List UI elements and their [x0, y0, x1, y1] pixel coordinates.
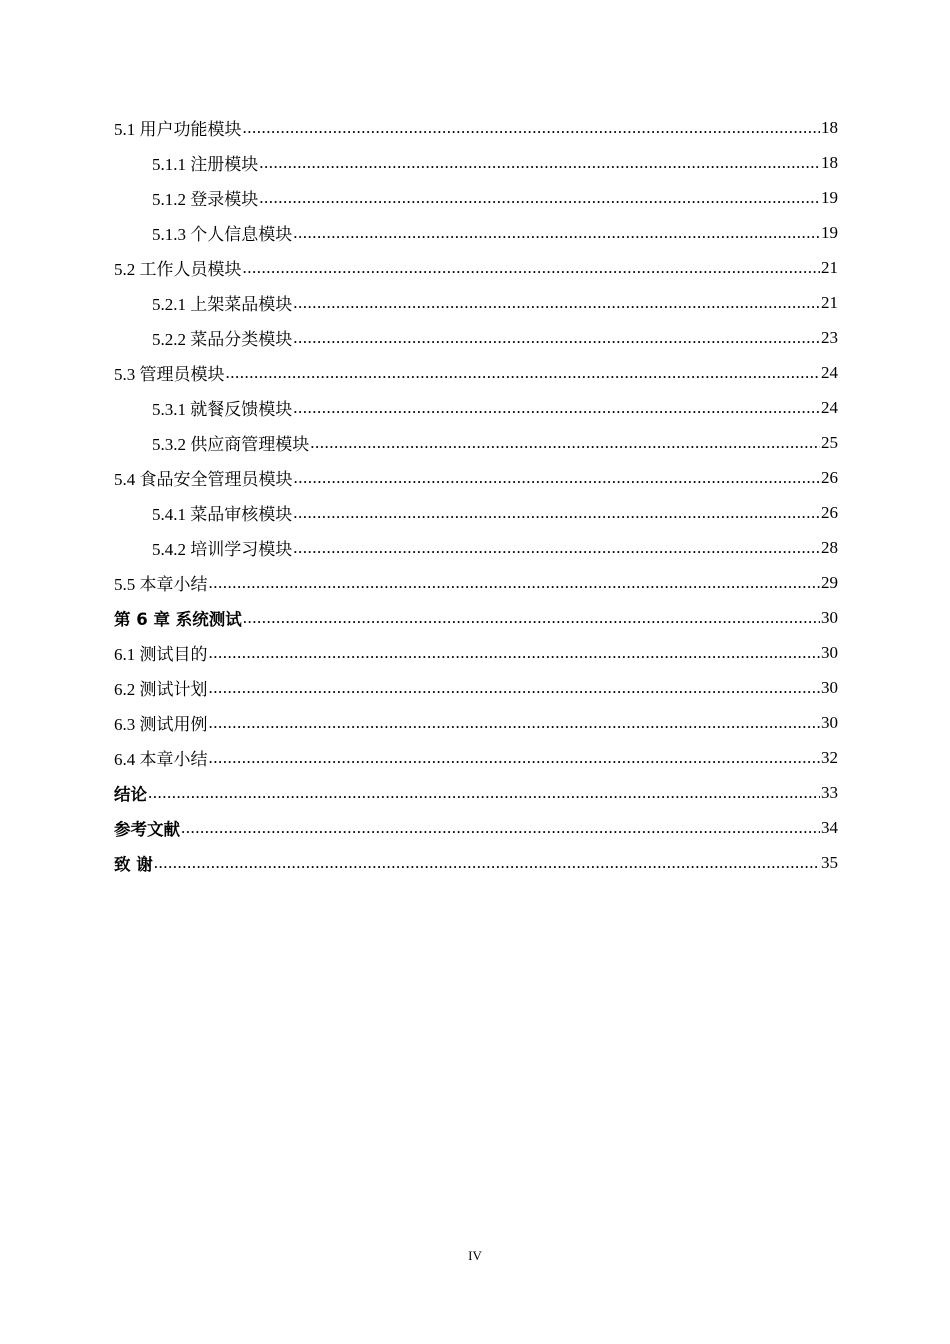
toc-entry[interactable] — [114, 460, 838, 495]
toc-dot-leader — [209, 714, 821, 740]
toc-dot-leader — [310, 434, 820, 460]
toc-dot-leader — [209, 749, 821, 775]
toc-entry-page: 25 — [821, 432, 838, 452]
toc-dot-leader — [209, 679, 821, 705]
toc-entry[interactable] — [114, 215, 838, 250]
toc-entry-title: 5.1.3 个人信息模块 — [152, 225, 293, 244]
toc-entry[interactable] — [114, 845, 838, 880]
toc-dot-leader — [209, 574, 821, 600]
toc-entry-title: 6.4 本章小结 — [114, 750, 208, 769]
toc-entry[interactable] — [114, 355, 838, 390]
toc-dot-leader — [243, 259, 821, 285]
toc-entry[interactable] — [114, 495, 838, 530]
toc-entry-page: 34 — [821, 817, 838, 837]
toc-entry[interactable] — [114, 810, 838, 845]
toc-dot-leader — [243, 119, 821, 145]
page-number: IV — [468, 1248, 482, 1263]
toc-entry-page: 35 — [821, 852, 838, 872]
toc-entry[interactable] — [114, 250, 838, 285]
toc-entry-title: 致 谢 — [114, 854, 153, 874]
toc-entry-title: 5.3.1 就餐反馈模块 — [152, 400, 293, 419]
toc-entry[interactable] — [114, 565, 838, 600]
toc-entry-page: 24 — [821, 362, 838, 382]
toc-entry[interactable] — [114, 635, 838, 670]
toc-dot-leader — [294, 469, 821, 495]
toc-dot-leader — [293, 504, 820, 530]
toc-entry-page: 30 — [821, 642, 838, 662]
toc-entry[interactable] — [114, 670, 838, 705]
toc-entry-title: 6.2 测试计划 — [114, 680, 208, 699]
toc-entry-title: 5.4 食品安全管理员模块 — [114, 470, 293, 489]
toc-entry[interactable] — [114, 145, 838, 180]
toc-entry-title: 参考文献 — [114, 819, 180, 839]
toc-dot-leader — [148, 784, 820, 810]
toc-entry-title: 第 6 章 系统测试 — [114, 609, 242, 629]
toc-entry-page: 23 — [821, 327, 838, 347]
toc-dot-leader — [243, 609, 820, 635]
toc-dot-leader — [293, 329, 820, 355]
table-of-contents — [114, 110, 838, 880]
toc-entry-title: 5.5 本章小结 — [114, 575, 208, 594]
toc-entry[interactable] — [114, 285, 838, 320]
toc-entry-page: 21 — [821, 257, 838, 277]
toc-entry[interactable] — [114, 705, 838, 740]
toc-entry-title: 5.2 工作人员模块 — [114, 260, 242, 279]
toc-entry-page: 19 — [821, 187, 838, 207]
toc-entry[interactable] — [114, 390, 838, 425]
toc-entry-page: 32 — [821, 747, 838, 767]
toc-entry[interactable] — [114, 425, 838, 460]
toc-entry-title: 5.2.1 上架菜品模块 — [152, 295, 293, 314]
toc-entry-title: 6.3 测试用例 — [114, 715, 208, 734]
toc-entry[interactable] — [114, 110, 838, 145]
toc-entry-page: 26 — [821, 502, 838, 522]
toc-dot-leader — [226, 364, 821, 390]
toc-entry[interactable] — [114, 320, 838, 355]
toc-entry-title: 5.4.2 培训学习模块 — [152, 540, 293, 559]
toc-entry-title: 5.3.2 供应商管理模块 — [152, 435, 310, 454]
toc-dot-leader — [293, 294, 820, 320]
toc-dot-leader — [293, 224, 820, 250]
toc-entry[interactable] — [114, 180, 838, 215]
toc-entry-page: 29 — [821, 572, 838, 592]
toc-entry-page: 30 — [821, 712, 838, 732]
toc-entry[interactable] — [114, 775, 838, 810]
toc-entry-page: 26 — [821, 467, 838, 487]
toc-entry-title: 5.1.1 注册模块 — [152, 155, 259, 174]
toc-entry-page: 28 — [821, 537, 838, 557]
toc-entry-page: 18 — [821, 117, 838, 137]
toc-entry-title: 5.1.2 登录模块 — [152, 190, 259, 209]
toc-entry-title: 5.2.2 菜品分类模块 — [152, 330, 293, 349]
toc-entry-page: 33 — [821, 782, 838, 802]
toc-dot-leader — [259, 189, 820, 215]
toc-dot-leader — [293, 539, 820, 565]
toc-dot-leader — [293, 399, 820, 425]
toc-dot-leader — [154, 854, 820, 880]
toc-entry[interactable] — [114, 530, 838, 565]
toc-entry-page: 19 — [821, 222, 838, 242]
toc-entry-title: 结论 — [114, 784, 147, 804]
toc-dot-leader — [209, 644, 821, 670]
toc-dot-leader — [181, 819, 820, 845]
toc-entry[interactable] — [114, 600, 838, 635]
toc-entry-title: 6.1 测试目的 — [114, 645, 208, 664]
toc-entry-title: 5.1 用户功能模块 — [114, 120, 242, 139]
toc-entry-page: 24 — [821, 397, 838, 417]
toc-entry-page: 30 — [821, 607, 838, 627]
toc-dot-leader — [259, 154, 820, 180]
toc-entry-title: 5.3 管理员模块 — [114, 365, 225, 384]
toc-entry-page: 21 — [821, 292, 838, 312]
toc-entry-title: 5.4.1 菜品审核模块 — [152, 505, 293, 524]
toc-entry-page: 18 — [821, 152, 838, 172]
toc-entry-page: 30 — [821, 677, 838, 697]
toc-entry[interactable] — [114, 740, 838, 775]
